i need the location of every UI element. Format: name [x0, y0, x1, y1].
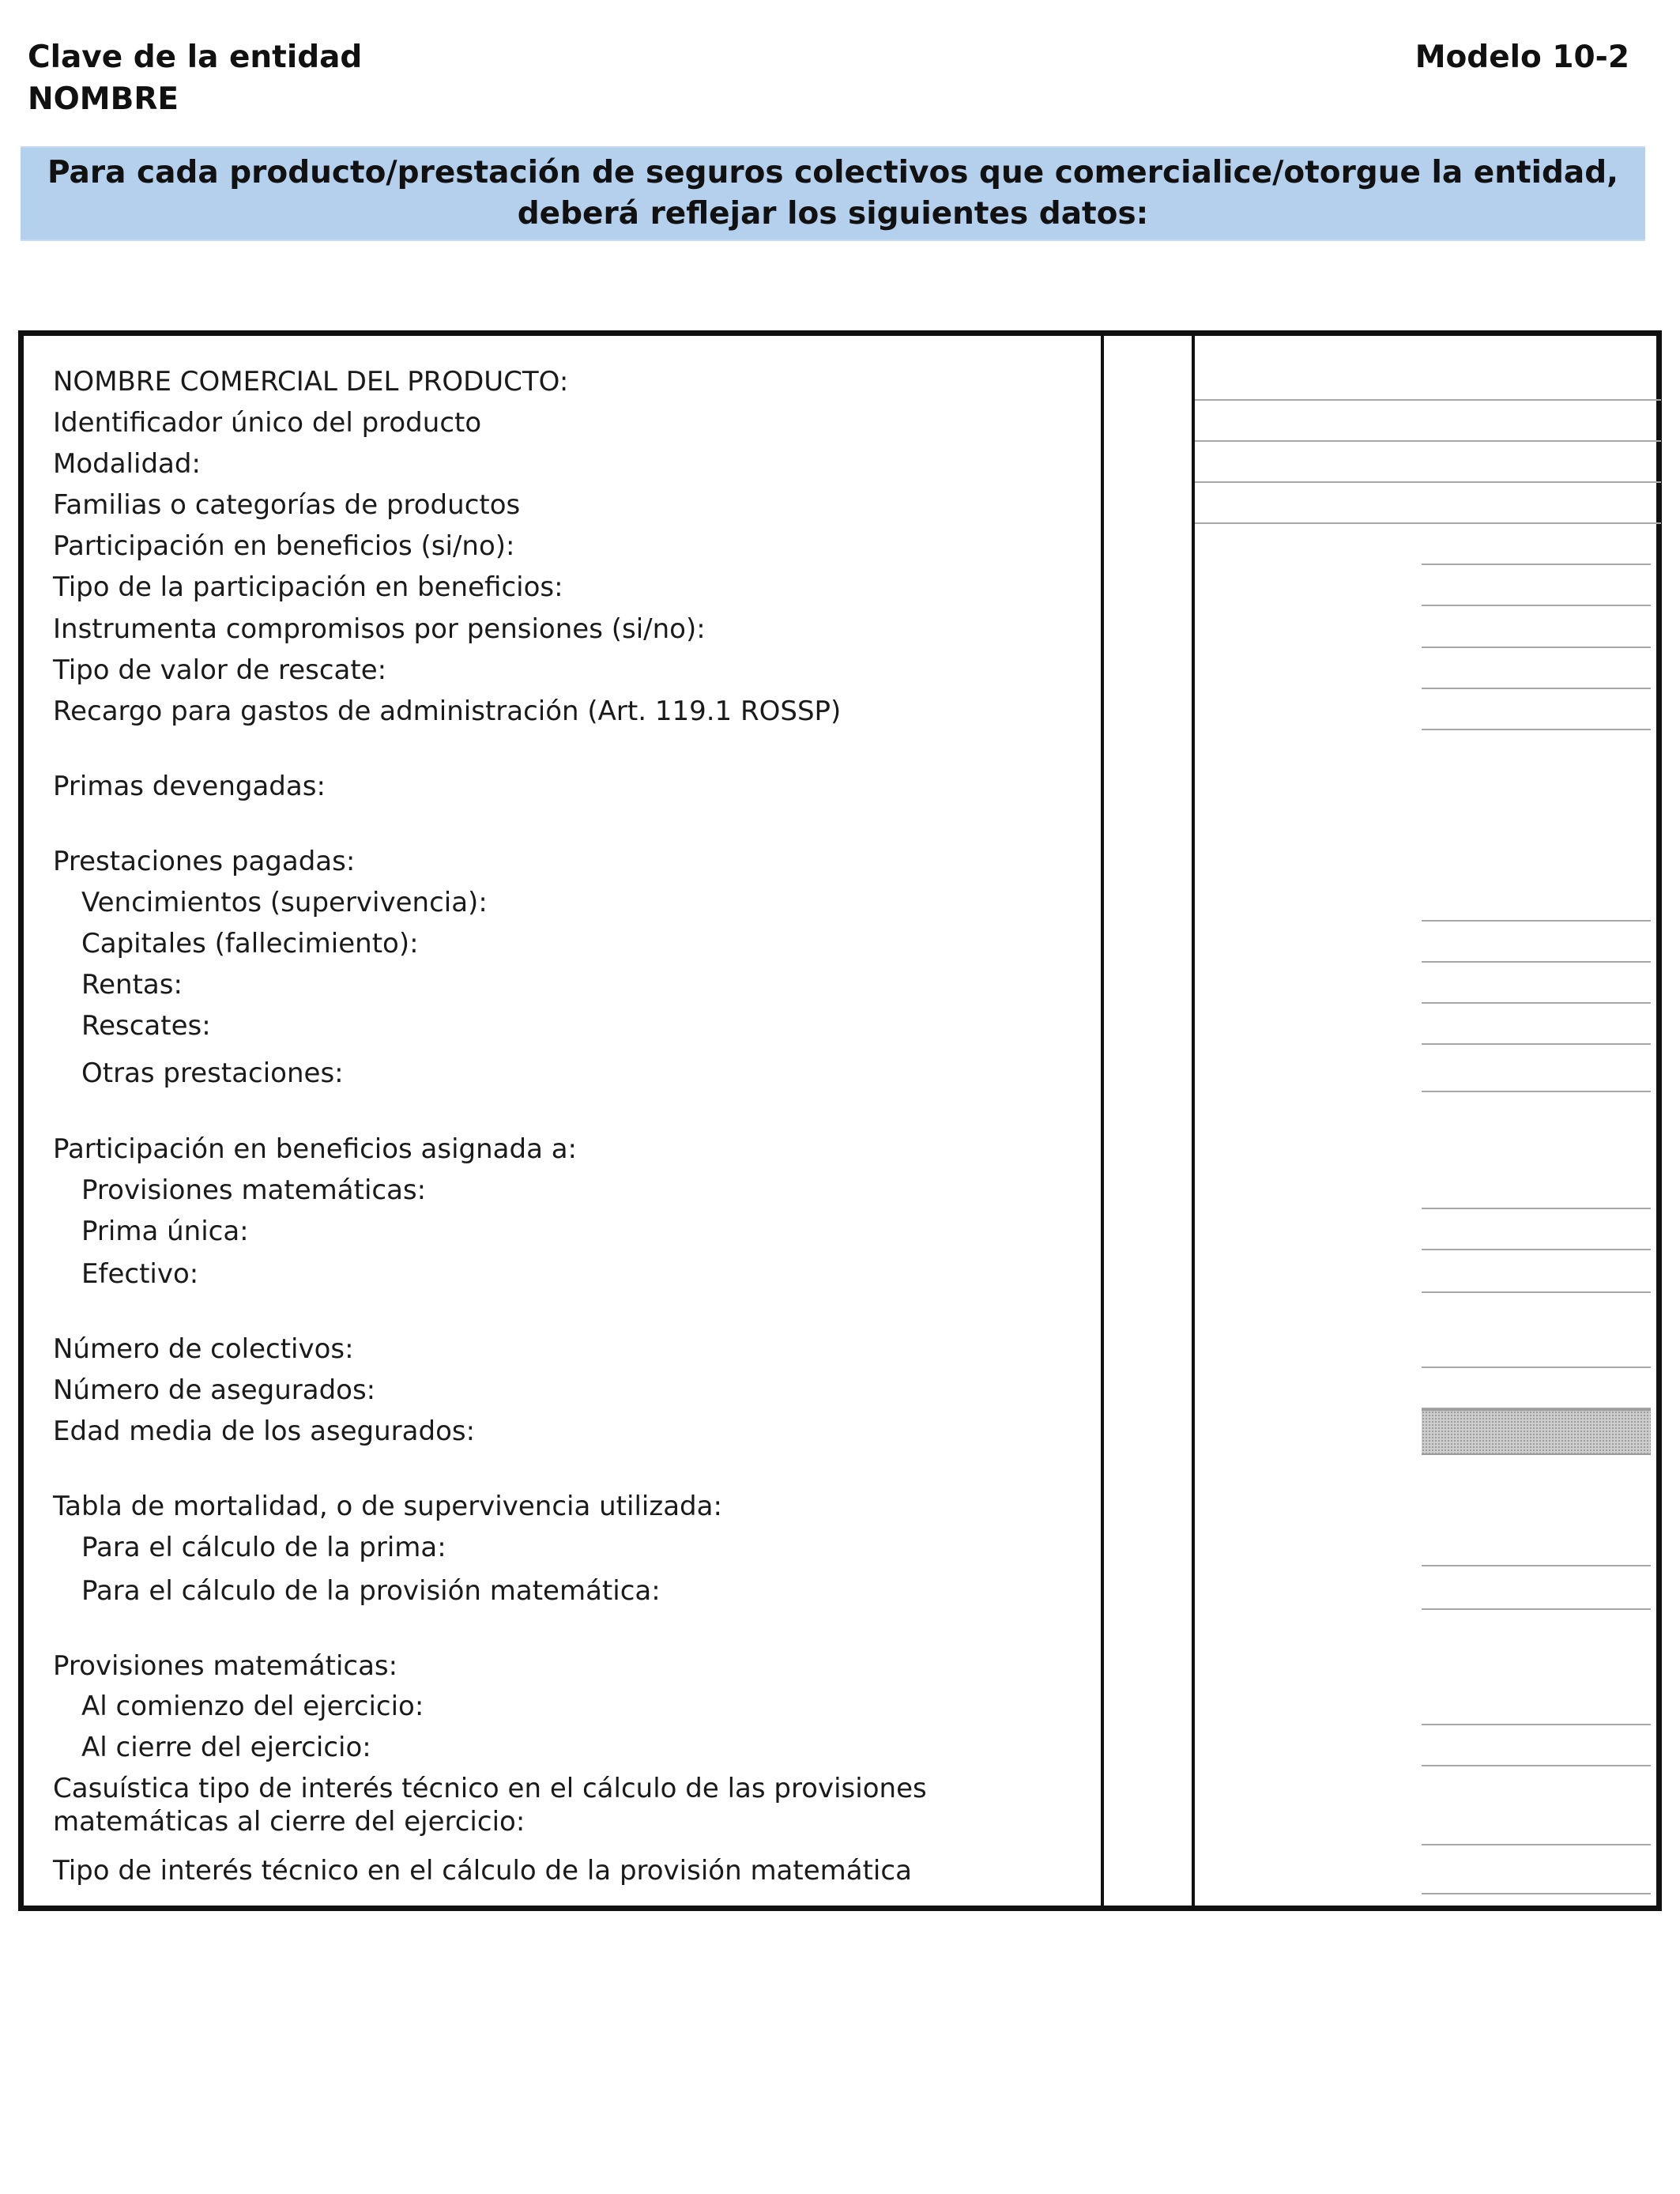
- entity-name-label: NOMBRE: [28, 81, 179, 117]
- label-participacion-beneficios: Participación en beneficios (si/no):: [53, 530, 515, 562]
- field-edad-media-shaded: [1422, 1409, 1651, 1455]
- label-casuistica-line-1: Casuística tipo de interés técnico en el cálculo de las provisiones: [53, 1773, 927, 1804]
- label-efectivo: Efectivo:: [81, 1258, 199, 1290]
- label-numero-colectivos: Número de colectivos:: [53, 1333, 354, 1365]
- label-primas-devengadas: Primas devengadas:: [53, 771, 326, 802]
- label-edad-media: Edad media de los asegurados:: [53, 1416, 476, 1447]
- label-familias: Familias o categorías de productos: [53, 489, 521, 521]
- label-numero-asegurados: Número de asegurados:: [53, 1374, 376, 1406]
- label-capitales: Capitales (fallecimiento):: [81, 928, 419, 959]
- field-calculo-prima[interactable]: [1422, 1565, 1651, 1566]
- field-provisiones-matematicas-pb[interactable]: [1422, 1208, 1651, 1209]
- form-table: [18, 330, 1662, 1911]
- field-capitales[interactable]: [1422, 961, 1651, 963]
- field-calculo-provision[interactable]: [1422, 1608, 1651, 1610]
- label-casuistica-line-2: matemáticas al cierre del ejercicio:: [53, 1806, 525, 1838]
- field-rescates[interactable]: [1422, 1043, 1651, 1045]
- label-modalidad: Modalidad:: [53, 448, 201, 480]
- column-divider-2: [1192, 336, 1195, 1906]
- field-identificador[interactable]: [1195, 440, 1661, 442]
- label-cierre-ejercicio: Al cierre del ejercicio:: [81, 1732, 371, 1763]
- label-provisiones-matematicas: Provisiones matemáticas:: [53, 1650, 398, 1682]
- label-participacion-asignada: Participación en beneficios asignada a:: [53, 1133, 578, 1165]
- label-otras-prestaciones: Otras prestaciones:: [81, 1057, 344, 1089]
- label-compromisos-pensiones: Instrumenta compromisos por pensiones (si/no):: [53, 613, 706, 645]
- field-tipo-interes-tecnico[interactable]: [1422, 1893, 1651, 1894]
- field-modalidad[interactable]: [1195, 481, 1661, 483]
- label-rentas: Rentas:: [81, 969, 183, 1001]
- instructions-banner: [21, 146, 1645, 241]
- label-calculo-prima: Para el cálculo de la prima:: [81, 1532, 446, 1563]
- field-rentas[interactable]: [1422, 1002, 1651, 1004]
- field-numero-colectivos[interactable]: [1422, 1367, 1651, 1368]
- field-otras-prestaciones[interactable]: [1422, 1091, 1651, 1092]
- label-identificador: Identificador único del producto: [53, 407, 482, 439]
- label-recargo-gastos: Recargo para gastos de administración (Art. 119.1 ROSSP): [53, 696, 842, 727]
- field-efectivo[interactable]: [1422, 1291, 1651, 1293]
- entity-key-label: Clave de la entidad: [28, 40, 363, 75]
- label-comienzo-ejercicio: Al comienzo del ejercicio:: [81, 1691, 424, 1722]
- label-prima-unica: Prima única:: [81, 1216, 249, 1247]
- field-recargo-gastos[interactable]: [1422, 729, 1651, 730]
- label-nombre-comercial: NOMBRE COMERCIAL DEL PRODUCTO:: [53, 366, 569, 398]
- label-provisiones-matematicas-pb: Provisiones matemáticas:: [81, 1174, 427, 1206]
- banner-line-2: deberá reflejar los siguientes datos:: [517, 196, 1149, 232]
- label-calculo-provision: Para el cálculo de la provisión matemática:: [81, 1575, 661, 1607]
- label-vencimientos: Vencimientos (supervivencia):: [81, 887, 488, 918]
- label-rescates: Rescates:: [81, 1010, 211, 1042]
- field-participacion-beneficios[interactable]: [1422, 564, 1651, 565]
- column-divider-1: [1101, 336, 1104, 1906]
- field-prima-unica[interactable]: [1422, 1249, 1651, 1250]
- field-compromisos-pensiones[interactable]: [1422, 647, 1651, 648]
- label-prestaciones-pagadas: Prestaciones pagadas:: [53, 846, 356, 877]
- field-valor-rescate[interactable]: [1422, 688, 1651, 689]
- label-valor-rescate: Tipo de valor de rescate:: [53, 654, 387, 686]
- field-comienzo-ejercicio[interactable]: [1422, 1724, 1651, 1725]
- model-number: Modelo 10-2: [1414, 40, 1629, 75]
- label-tabla-mortalidad: Tabla de mortalidad, o de supervivencia utilizada:: [53, 1491, 722, 1522]
- field-vencimientos[interactable]: [1422, 920, 1651, 922]
- field-familias[interactable]: [1195, 522, 1661, 524]
- label-tipo-participacion: Tipo de la participación en beneficios:: [53, 571, 563, 603]
- field-cierre-ejercicio[interactable]: [1422, 1765, 1651, 1766]
- banner-line-1: Para cada producto/prestación de seguros colectivos que comercialice/otorgue la entidad,: [47, 155, 1618, 190]
- field-casuistica[interactable]: [1422, 1844, 1651, 1845]
- field-tipo-participacion[interactable]: [1422, 605, 1651, 606]
- field-nombre-comercial[interactable]: [1195, 399, 1661, 401]
- label-tipo-interes-tecnico: Tipo de interés técnico en el cálculo de la provisión matemática: [53, 1855, 912, 1887]
